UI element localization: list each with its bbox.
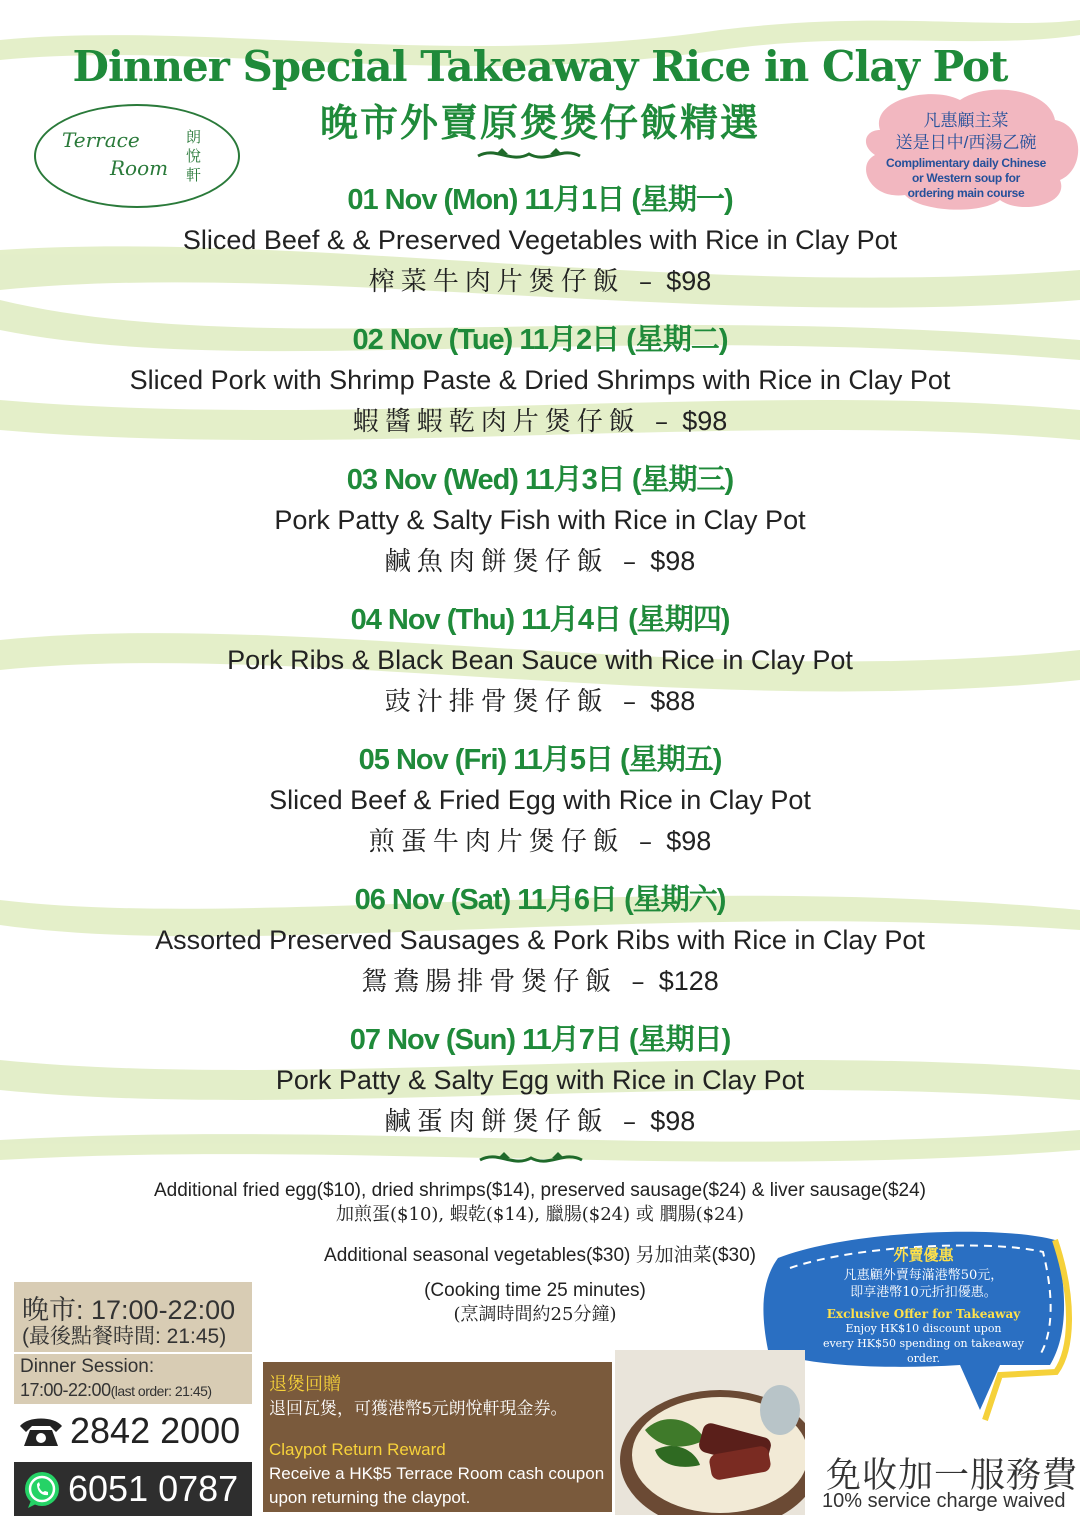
dish-name-zh: 鹹蛋肉餅煲仔飯 – (384, 1107, 642, 1137)
dinner-last-order: (last order: 21:45) (110, 1383, 212, 1399)
dish-price: $128 (658, 966, 719, 996)
dinner-hours-zh: 晚市: 17:00-22:00 (22, 1295, 236, 1325)
dish-name-en: Sliced Beef & & Preserved Vegetables with Rice in Clay Pot (182, 225, 898, 255)
dish-line-zh (0, 820, 1080, 863)
menu-date: 05 Nov (Fri) 11月5日 (星期五) (358, 744, 722, 776)
dish-name-zh: 鹹魚肉餅煲仔飯 – (384, 547, 642, 577)
offer-en1: Enjoy HK$10 discount upon (845, 1322, 1002, 1335)
phone-contact[interactable] (16, 1408, 252, 1454)
title-ornament-icon (476, 144, 582, 166)
last-order-zh: (最後點餐時間: 21:45) (22, 1325, 227, 1348)
offer-en2: every HK$50 spending on takeaway order. (822, 1337, 1025, 1365)
whatsapp-number[interactable]: 6051 0787 (68, 1468, 239, 1509)
dish-name-zh: 蝦醬蝦乾肉片煲仔飯 – (352, 407, 674, 437)
menu-date: 03 Nov (Wed) 11月3日 (星期三) (346, 464, 734, 496)
menu-day (0, 600, 1080, 740)
dish-line-zh (0, 960, 1080, 1003)
offer-title-zh: 外賣優惠 (893, 1246, 954, 1264)
logo-text-room: Room (110, 156, 169, 180)
dinner-hours-zh-box (14, 1282, 252, 1352)
complimentary-en1: Complimentary daily Chinese (886, 156, 1046, 170)
takeaway-offer (806, 1244, 1041, 1366)
dinner-session-time (20, 1380, 212, 1401)
reward-title-en: Claypot Return Reward (269, 1440, 446, 1459)
dish-name-en: Sliced Beef & Fried Egg with Rice in Clay Pot (269, 785, 811, 815)
complimentary-zh2: 送是日中/西湯乙碗 (895, 133, 1037, 152)
addons-vegetables: Additional seasonal vegetables($30) 另加油菜($30) (324, 1245, 756, 1266)
cooking-time-en: (Cooking time 25 minutes) (424, 1280, 646, 1301)
dish-line-zh (0, 1100, 1080, 1143)
offer-title-en: Exclusive Offer for Takeaway (826, 1307, 1021, 1321)
dish-price: $98 (666, 266, 712, 296)
menu-date: 01 Nov (Mon) 11月1日 (星期一) (347, 184, 733, 216)
dish-name-zh: 鴛鴦腸排骨煲仔飯 – (361, 967, 651, 997)
addons-zh: 加煎蛋($10), 蝦乾($14), 臘腸($24) 或 膶腸($24) (336, 1204, 744, 1225)
complimentary-en3: ordering main course (907, 186, 1025, 200)
menu-day (0, 880, 1080, 1020)
menu-date: 02 Nov (Tue) 11月2日 (星期二) (352, 324, 728, 356)
complimentary-en2: or Western soup for (911, 171, 1021, 185)
menu-day (0, 320, 1080, 460)
service-charge-waived-zh: 免收加一服務費 (826, 1456, 1079, 1495)
page-title-en: Dinner Special Takeaway Rice in Clay Pot (72, 42, 1008, 91)
menu-day (0, 740, 1080, 880)
reward-text-en2: upon returning the claypot. (269, 1488, 471, 1507)
dish-name-en: Sliced Pork with Shrimp Paste & Dried Shrimps with Rice in Clay Pot (129, 365, 951, 395)
dish-name-en: Pork Ribs & Black Bean Sauce with Rice in Clay Pot (227, 645, 853, 675)
cooking-time-zh: (烹調時間約25分鐘) (453, 1304, 617, 1325)
claypot-return-reward (263, 1362, 612, 1512)
dish-price: $98 (650, 1106, 696, 1136)
addons-en: Additional fried egg($10), dried shrimps($14), preserved sausage($24) & liver sausage($24) (153, 1180, 927, 1201)
service-charge-waived-en: 10% service charge waived (822, 1490, 1066, 1512)
dish-price: $98 (650, 546, 696, 576)
daily-menu-list (0, 180, 1080, 1160)
offer-zh1: 凡惠顧外賣每滿港幣50元， (843, 1268, 1004, 1283)
phone-number[interactable]: 2842 2000 (70, 1410, 241, 1451)
dish-line-zh (0, 400, 1080, 443)
dish-price: $98 (682, 406, 728, 436)
complimentary-zh1: 凡惠顧主菜 (923, 111, 1009, 130)
dish-name-en: Assorted Preserved Sausages & Pork Ribs with Rice in Clay Pot (155, 925, 925, 955)
whatsapp-contact[interactable] (14, 1462, 252, 1516)
dish-name-zh: 煎蛋牛肉片煲仔飯 – (368, 827, 658, 857)
dinner-session-label: Dinner Session: (20, 1356, 155, 1377)
dish-price: $98 (666, 826, 712, 856)
dish-name-zh: 榨菜牛肉片煲仔飯 – (368, 267, 658, 297)
menu-date: 04 Nov (Thu) 11月4日 (星期四) (350, 604, 730, 636)
dish-line-zh (0, 260, 1080, 303)
dish-name-en: Pork Patty & Salty Fish with Rice in Clay Pot (274, 505, 806, 535)
page-title-zh: 晚市外賣原煲煲仔飯精選 (319, 101, 760, 145)
dinner-hours-en-box (14, 1354, 252, 1404)
reward-text-en1: Receive a HK$5 Terrace Room cash coupon (269, 1464, 605, 1483)
logo-text-terrace: Terrace (62, 128, 140, 152)
dish-line-zh (0, 680, 1080, 723)
dish-name-zh: 豉汁排骨煲仔飯 – (384, 687, 642, 717)
reward-text-zh: 退回瓦煲，可獲港幣5元朗悅軒現金券。 (269, 1399, 568, 1418)
dish-price: $88 (650, 686, 696, 716)
menu-date: 06 Nov (Sat) 11月6日 (星期六) (354, 884, 726, 916)
menu-day (0, 180, 1080, 320)
claypot-rice-photo (615, 1350, 805, 1515)
whatsapp-icon (22, 1470, 62, 1510)
telephone-icon (18, 1416, 64, 1448)
menu-ornament-icon (478, 1148, 584, 1170)
dish-line-zh (0, 540, 1080, 583)
reward-title-zh: 退煲回贈 (269, 1374, 341, 1394)
menu-day (0, 1020, 1080, 1160)
menu-day (0, 460, 1080, 600)
dish-name-en: Pork Patty & Salty Egg with Rice in Clay Pot (275, 1065, 805, 1095)
dinner-session-hours: 17:00-22:00 (20, 1380, 111, 1400)
logo-text-zh: 朗悅軒 (186, 129, 202, 184)
menu-date: 07 Nov (Sun) 11月7日 (星期日) (349, 1024, 731, 1056)
offer-zh2: 即享港幣10元折扣優惠。 (850, 1285, 997, 1300)
